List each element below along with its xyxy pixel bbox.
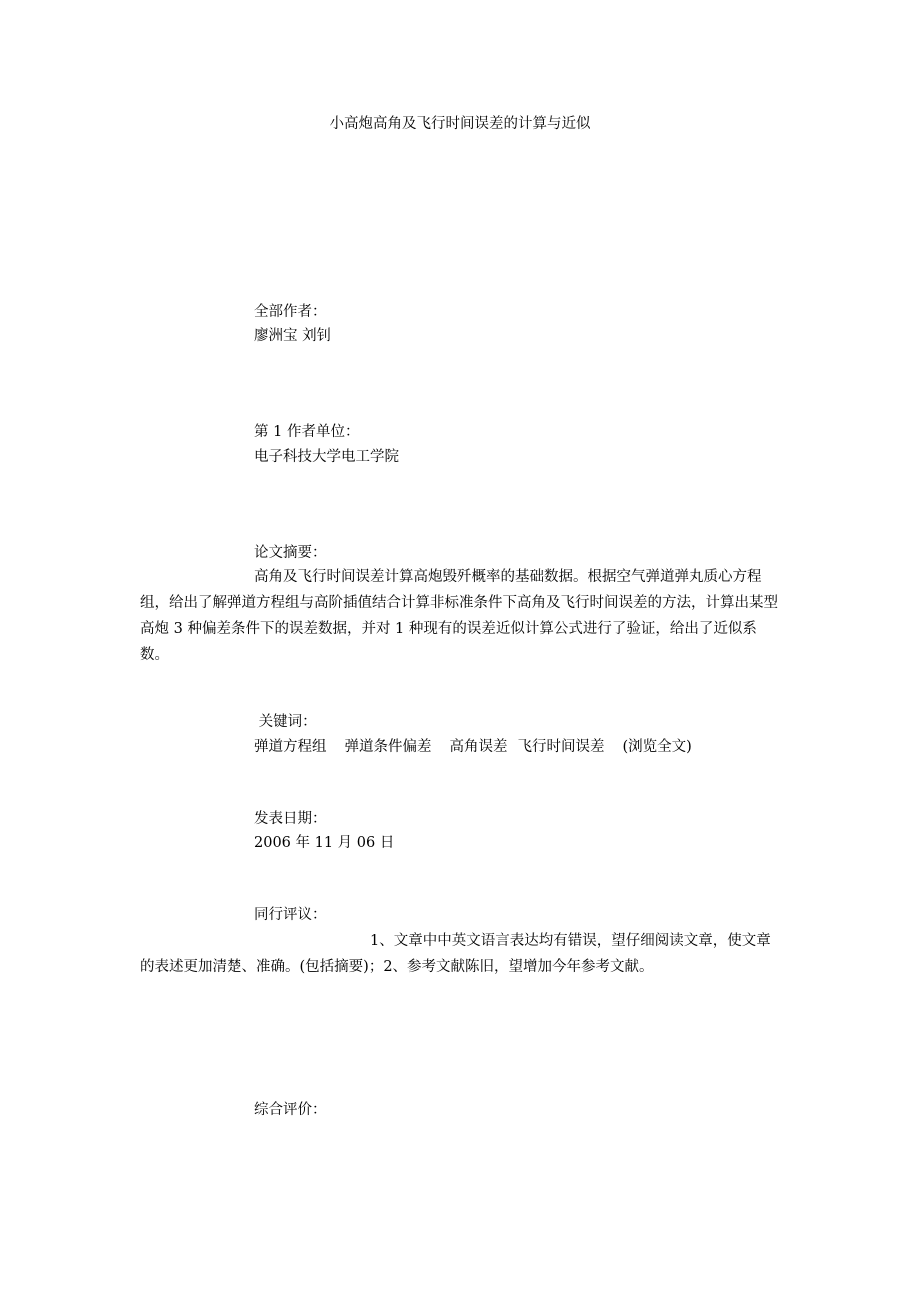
peer-review-label: 同行评议： <box>254 907 327 923</box>
affiliation-label: 第 1 作者单位： <box>254 424 360 440</box>
abstract-text: 高角及飞行时间误差计算高炮毁歼概率的基础数据。根据空气弹道弹丸质心方程组，给出了解弹道方程组与高阶插值结合计算非标准条件下高角及飞行时间误差的方法，计算出某型高炮 3 种偏差条件下的误差数据，并对 1 种现有的误差近似计算公式进行了验证，给出了近似系数。 <box>140 569 778 663</box>
keyword-item: 高角误差 <box>449 739 508 755</box>
keywords-label: 关键词： <box>254 714 317 730</box>
published-date: 2006 年 11 月 06 日 <box>254 835 395 851</box>
browse-full-text-link[interactable]: (浏览全文) <box>622 739 692 755</box>
abstract-label: 论文摘要： <box>254 545 327 561</box>
keyword-item: 飞行时间误差 <box>517 739 605 755</box>
published-label: 发表日期： <box>254 811 327 827</box>
affiliation-value: 电子科技大学电工学院 <box>254 449 399 465</box>
overall-evaluation-label: 综合评价： <box>254 1102 327 1118</box>
document-title: 小高炮高角及飞行时间误差的计算与近似 <box>329 116 591 132</box>
authors-value: 廖洲宝 刘钊 <box>254 328 332 344</box>
keywords-list <box>254 737 692 757</box>
keyword-item: 弹道方程组 <box>254 739 327 755</box>
authors-label: 全部作者： <box>254 304 327 320</box>
keyword-item: 弹道条件偏差 <box>344 739 432 755</box>
peer-review-text: 1、文章中中英文语言表达均有错误，望仔细阅读文章，使文章的表述更加清楚、准确。(包括摘要)；2、参考文献陈旧，望增加今年参考文献。 <box>140 933 771 975</box>
